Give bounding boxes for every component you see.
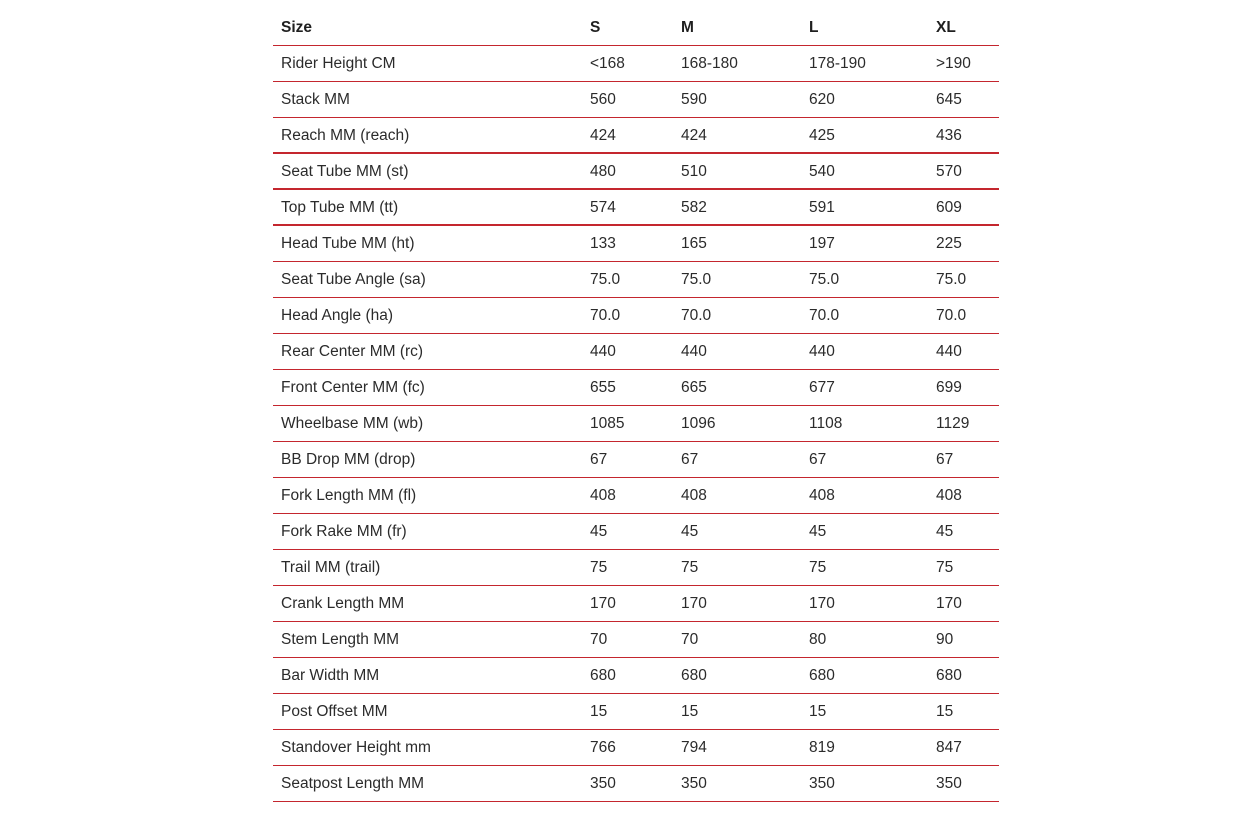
row-value: 540: [809, 163, 835, 180]
row-label: Stem Length MM: [281, 631, 400, 648]
row-label: Rider Height CM: [281, 55, 396, 72]
row-value: 15: [590, 703, 608, 720]
row-value: 560: [590, 91, 616, 108]
row-value: 70.0: [590, 307, 621, 324]
table-row: [273, 262, 999, 298]
row-value: 170: [809, 595, 835, 612]
row-value: 677: [809, 379, 835, 396]
row-value: 408: [809, 487, 835, 504]
row-label: Head Angle (ha): [281, 307, 394, 324]
table-row: [273, 514, 999, 550]
table-row: [273, 658, 999, 694]
row-label: Fork Rake MM (fr): [281, 523, 407, 540]
row-value: 680: [936, 667, 962, 684]
row-value: 67: [936, 451, 954, 468]
row-value: 350: [590, 775, 616, 792]
table-row: [273, 118, 999, 154]
row-value: 70: [590, 631, 608, 648]
row-label: Standover Height mm: [281, 739, 431, 756]
row-value: 75: [809, 559, 827, 576]
table-row: [273, 694, 999, 730]
row-value: 70.0: [809, 307, 840, 324]
row-value: 591: [809, 199, 835, 216]
row-value: 170: [681, 595, 707, 612]
row-label: Reach MM (reach): [281, 127, 410, 144]
geometry-table: [273, 10, 999, 802]
row-value: 350: [936, 775, 962, 792]
row-value: 90: [936, 631, 954, 648]
row-value: 178-190: [809, 55, 866, 72]
row-value: 197: [809, 235, 835, 252]
table-row: [273, 226, 999, 262]
row-value: 424: [590, 127, 616, 144]
row-value: 680: [590, 667, 616, 684]
header-xl: XL: [936, 19, 956, 36]
row-label: Head Tube MM (ht): [281, 235, 415, 252]
row-value: 75.0: [590, 271, 621, 288]
row-value: 70: [681, 631, 699, 648]
row-label: Trail MM (trail): [281, 559, 381, 576]
row-label: Rear Center MM (rc): [281, 343, 424, 360]
row-value: 350: [809, 775, 835, 792]
table-row: [273, 46, 999, 82]
row-value: 665: [681, 379, 707, 396]
row-value: 440: [809, 343, 835, 360]
row-value: 75.0: [809, 271, 840, 288]
table-row: [273, 154, 999, 190]
row-value: 170: [936, 595, 962, 612]
row-value: 15: [809, 703, 827, 720]
row-label: Wheelbase MM (wb): [281, 415, 424, 432]
row-label: Fork Length MM (fl): [281, 487, 417, 504]
row-value: 590: [681, 91, 707, 108]
row-value: 70.0: [681, 307, 712, 324]
row-value: 15: [681, 703, 699, 720]
row-value: 1096: [681, 415, 716, 432]
row-value: 574: [590, 199, 616, 216]
row-value: 350: [681, 775, 707, 792]
row-value: 440: [590, 343, 616, 360]
row-value: 819: [809, 739, 835, 756]
table-row: [273, 370, 999, 406]
row-value: 655: [590, 379, 616, 396]
row-value: 225: [936, 235, 962, 252]
row-label: Bar Width MM: [281, 667, 380, 684]
row-value: 510: [681, 163, 707, 180]
row-value: 408: [681, 487, 707, 504]
table-row: [273, 766, 999, 802]
table-row: [273, 478, 999, 514]
row-value: 165: [681, 235, 707, 252]
row-value: 480: [590, 163, 616, 180]
row-label: Post Offset MM: [281, 703, 388, 720]
table-header-row: [273, 10, 999, 46]
row-value: 570: [936, 163, 962, 180]
row-value: <168: [590, 55, 625, 72]
row-value: 45: [681, 523, 699, 540]
row-value: 80: [809, 631, 827, 648]
table-row: [273, 334, 999, 370]
table-row: [273, 82, 999, 118]
row-label: Seat Tube MM (st): [281, 163, 409, 180]
row-value: 67: [681, 451, 699, 468]
header-size: Size: [281, 19, 313, 36]
row-value: 794: [681, 739, 707, 756]
row-value: 408: [936, 487, 962, 504]
table-row: [273, 586, 999, 622]
table-row: [273, 190, 999, 226]
row-label: Crank Length MM: [281, 595, 405, 612]
row-value: 680: [809, 667, 835, 684]
row-value: 75: [681, 559, 699, 576]
table-row: [273, 730, 999, 766]
row-label: Front Center MM (fc): [281, 379, 425, 396]
row-label: Stack MM: [281, 91, 350, 108]
row-value: 408: [590, 487, 616, 504]
row-value: 1108: [809, 415, 843, 432]
row-value: >190: [936, 55, 971, 72]
row-value: 170: [590, 595, 616, 612]
row-value: 75.0: [681, 271, 712, 288]
row-value: 15: [936, 703, 954, 720]
row-value: 75.0: [936, 271, 967, 288]
row-value: 133: [590, 235, 616, 252]
table-row: [273, 550, 999, 586]
row-value: 45: [590, 523, 608, 540]
row-label: Seatpost Length MM: [281, 775, 425, 792]
row-value: 699: [936, 379, 962, 396]
table-row: [273, 442, 999, 478]
row-value: 168-180: [681, 55, 738, 72]
row-value: 609: [936, 199, 962, 216]
row-value: 70.0: [936, 307, 967, 324]
row-value: 45: [809, 523, 827, 540]
row-value: 645: [936, 91, 962, 108]
row-value: 1085: [590, 415, 625, 432]
row-value: 436: [936, 127, 962, 144]
table-row: [273, 298, 999, 334]
row-value: 75: [590, 559, 608, 576]
row-value: 67: [590, 451, 608, 468]
table-body: [273, 46, 999, 802]
row-value: 620: [809, 91, 835, 108]
row-value: 1129: [936, 415, 970, 432]
row-value: 680: [681, 667, 707, 684]
table-row: [273, 406, 999, 442]
row-value: 45: [936, 523, 954, 540]
row-value: 582: [681, 199, 707, 216]
row-value: 847: [936, 739, 962, 756]
row-label: BB Drop MM (drop): [281, 451, 416, 468]
row-value: 75: [936, 559, 954, 576]
row-value: 424: [681, 127, 707, 144]
header-s: S: [590, 19, 601, 36]
row-value: 440: [681, 343, 707, 360]
row-value: 440: [936, 343, 962, 360]
table-row: [273, 622, 999, 658]
row-label: Seat Tube Angle (sa): [281, 271, 426, 288]
header-m: M: [681, 19, 694, 36]
header-l: L: [809, 19, 819, 36]
row-value: 425: [809, 127, 835, 144]
row-label: Top Tube MM (tt): [281, 199, 399, 216]
row-value: 67: [809, 451, 827, 468]
row-value: 766: [590, 739, 616, 756]
